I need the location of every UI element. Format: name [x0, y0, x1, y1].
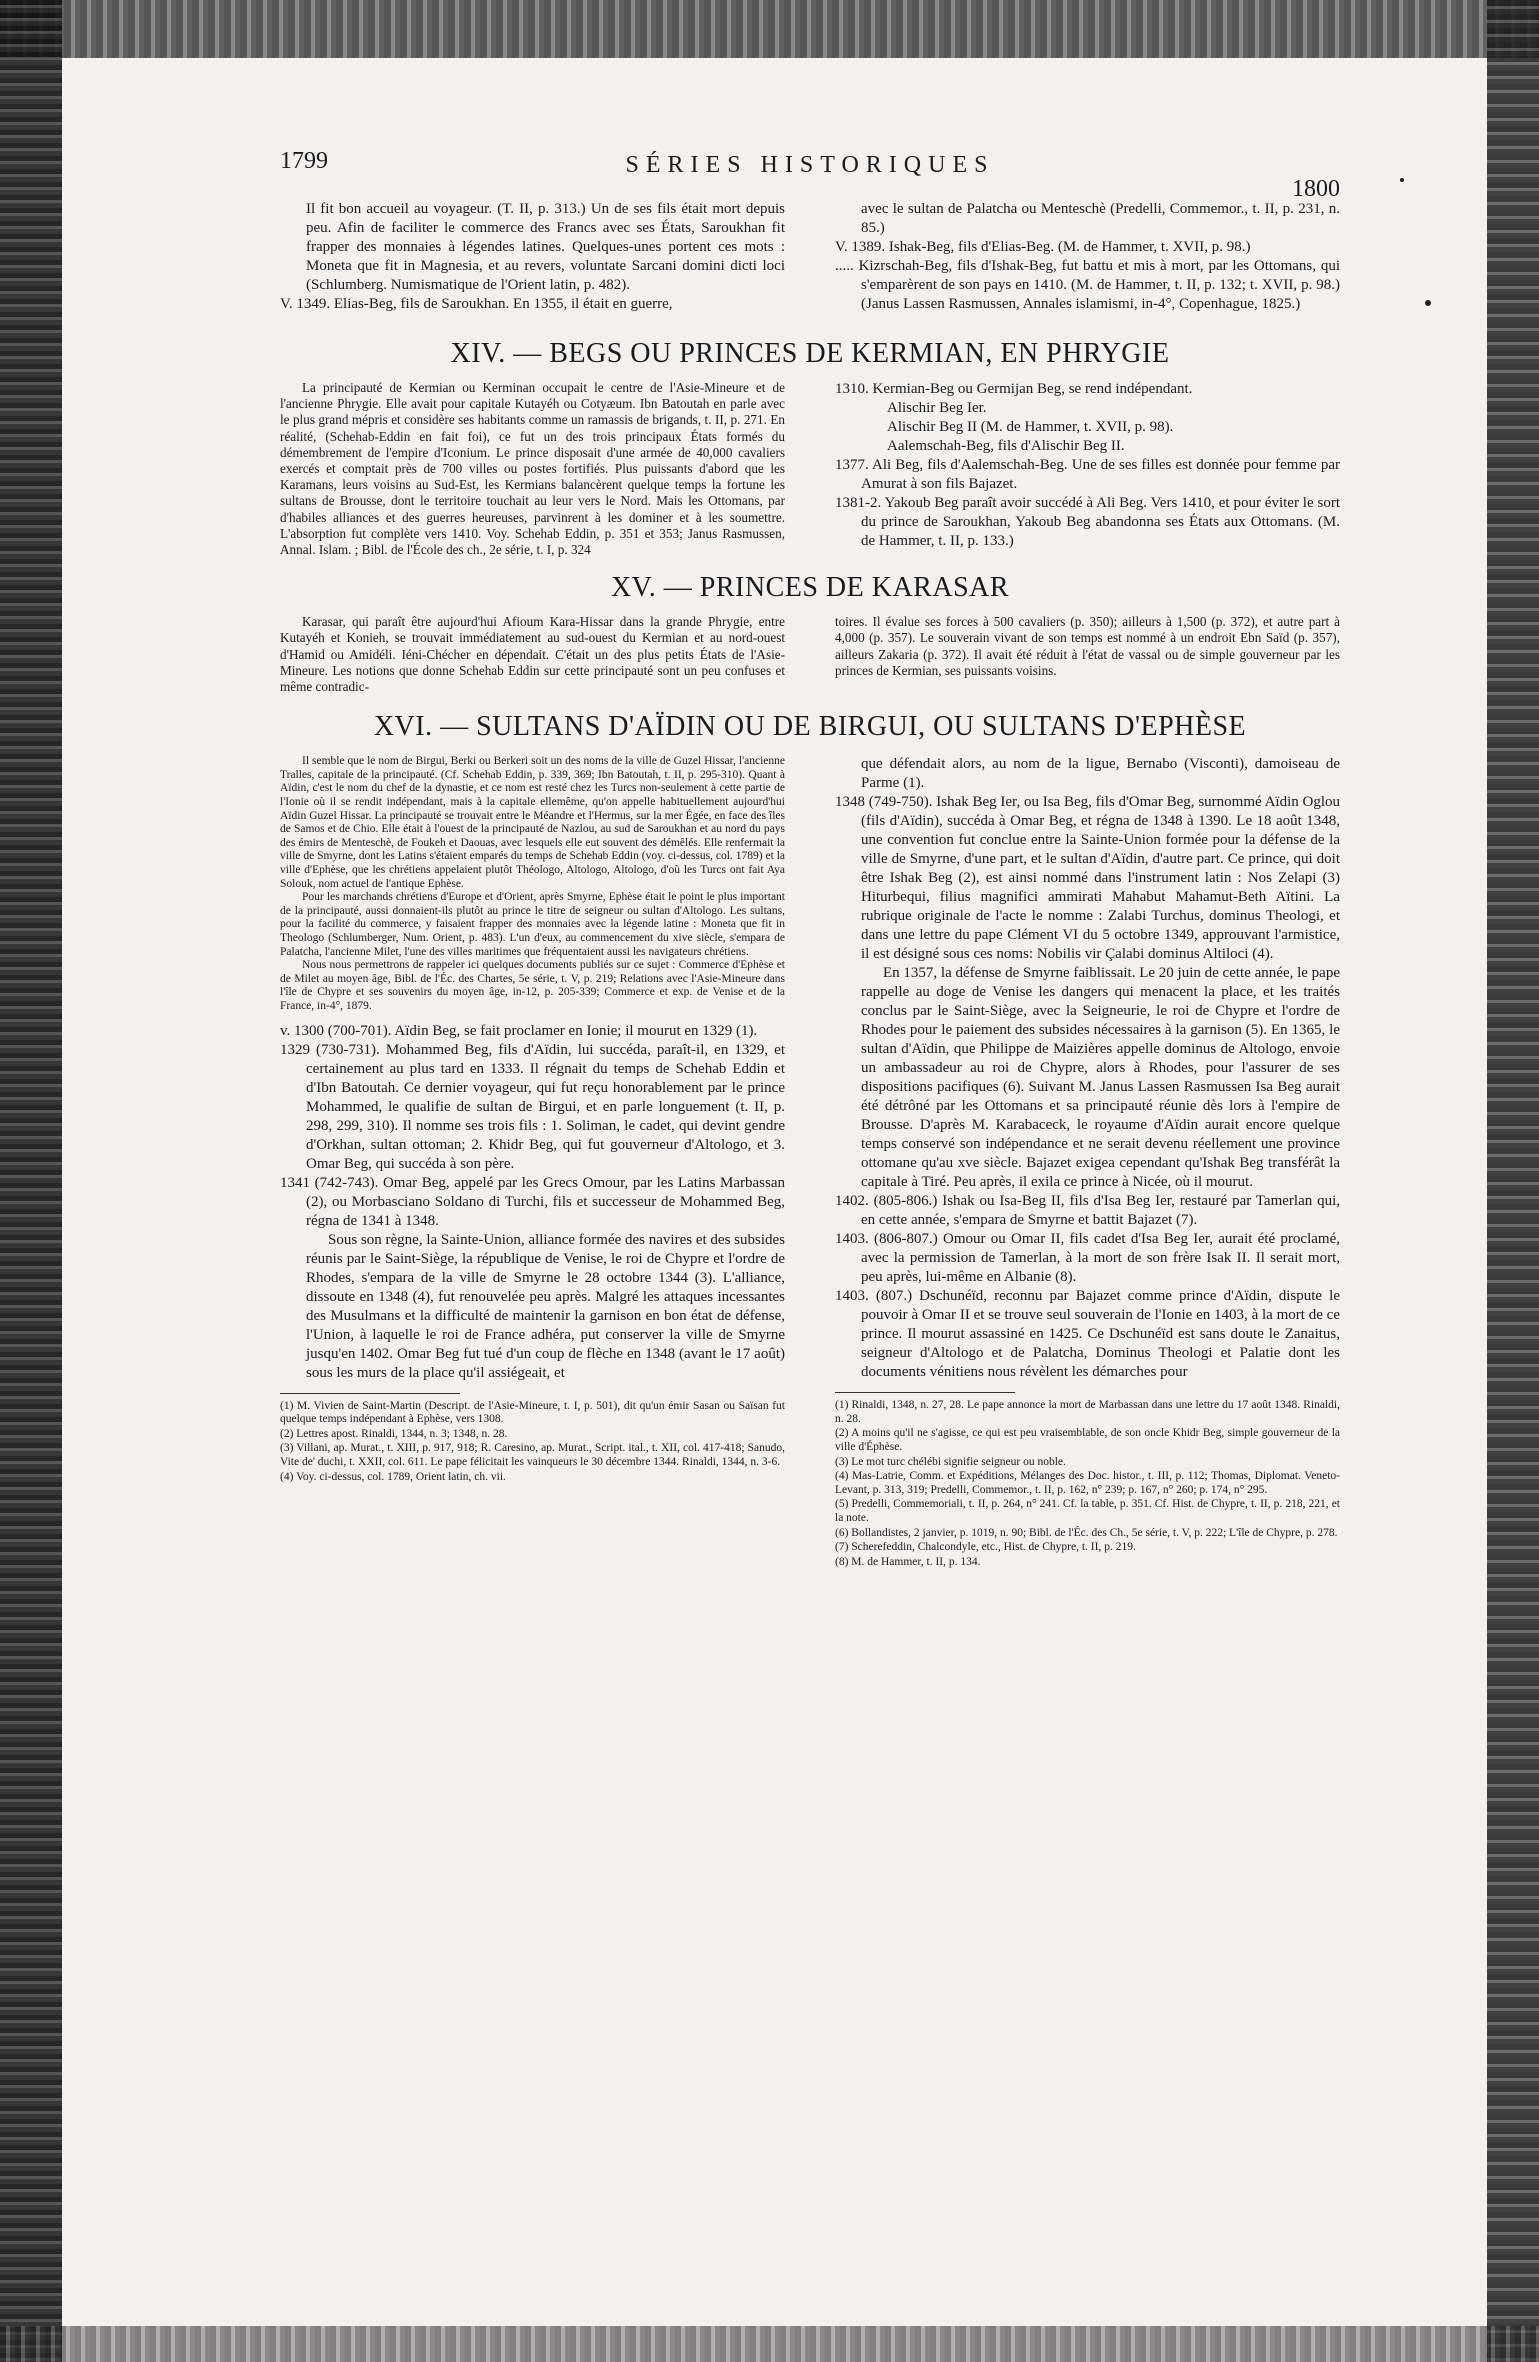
entry: 1403. (806-807.) Omour ou Omar II, fils cadet d'Isa Beg Ier, aurait été proclamé, avec la permission de Tamerlan, à la mort de son frère Isak II. Il serait mort, peu après, lui-même en Albanie (8).: [835, 1231, 1340, 1286]
spacer: [280, 1014, 785, 1022]
footnote: (3) Le mot turc chélébi signifie seigneur ou noble.: [835, 1455, 1066, 1468]
entry: v. 1300 (700-701). Aïdin Beg, se fait proclamer en Ionie; il mourut en 1329 (1).: [280, 1022, 758, 1039]
section-xiv-right: [835, 380, 1340, 558]
entry: Sous son règne, la Sainte-Union, alliance formée des navires et des subsides réunis par le Saint-Siège, la république de Venise, le roi de Chypre et l'ordre de Rhodes, s'empara de la ville de Smyrne le 28 octobre 1344 (3). L'alliance, dissoute en 1348 (4), fut renouvelée peu après. Malgré les attaques incessantes des Musulmans et la difficulté de maintenir la garnison en bon état de défense, l'Union, à laquelle le roi de France adhéra, put conserver la ville de Smyrne jusqu'en 1402. Omar Beg fut tué d'un coup de flèche en 1348 (avant le 17 août) sous les murs de la place qu'il assiégeait, et: [306, 1231, 785, 1381]
footnote: (7) Scherefeddin, Chalcondyle, etc., Hist. de Chypre, t. II, p. 219.: [835, 1541, 1136, 1554]
scan-left-edge: [0, 0, 62, 2362]
entry: 1402. (805-806.) Ishak ou Isa-Beg II, fils d'Isa Beg Ier, restauré par Tamerlan qui, en cette année, s'empara de Smyrne et battit Bajazet (7).: [835, 1193, 1340, 1229]
document-page: [280, 140, 1340, 2180]
entry: que défendait alors, au nom de la ligue, Bernabo (Visconti), damoiseau de Parme (1).: [861, 756, 1340, 792]
paragraph: Karasar, qui paraît être aujourd'hui Afioum Kara-Hissar dans la grande Phrygie, entre Kutayéh et Konieh, se trouvait immédiatement au sud-ouest du Kermian et au nord-ouest d'Hamid ou Amidéli. Iéni-Chécher en dépendait. C'était un des plus petits États de l'Asie-Mineure. Les notions que donne Schehab Eddin sur cette principauté sont un peu confuses et même contradic-: [280, 614, 785, 695]
paragraph: Nous nous permettrons de rappeler ici quelques documents publiés sur ce sujet : Commerce d'Ephèse et de Milet au moyen âge, Bibl. de l'Éc. des Chartes, 5e série, t. V, p. 219; Relations avec l'Asie-Mineure dans l'île de Chypre et ses souvenirs du moyen âge, in-12, p. 205-339; Commerce et exp. de Venise et de la France, in-4°, 1879.: [280, 959, 785, 1012]
footnote: (3) Villani, ap. Murat., t. XIII, p. 917, 918; R. Caresino, ap. Murat., Script. ital., t. XII, col. 417-418; Sanudo, Vite de' duchi, t. XXII, col. 611. Le pape félicitait les vainqueurs le 30 décembre 1344. Rinaldi, 1344, n. 3-6.: [280, 1442, 785, 1468]
footnote: (4) Voy. ci-dessus, col. 1789, Orient latin, ch. vii.: [280, 1470, 506, 1483]
section-title-xvi: XVI. — SULTANS D'AÏDIN OU DE BIRGUI, OU SULTANS D'EPHÈSE: [373, 711, 1247, 743]
footnote: (2) A moins qu'il ne s'agisse, ce qui est peu vraisemblable, de son oncle Khidr Beg, simple gouverneur de la ville d'Éphèse.: [835, 1427, 1340, 1454]
top-left-column: [280, 200, 785, 314]
top-right-column: [835, 200, 1340, 314]
entry: V. 1389. Ishak-Beg, fils d'Elias-Beg. (M. de Hammer, t. XVII, p. 98.): [835, 239, 1251, 255]
section-xiv-body: [280, 380, 1340, 558]
section-xiv-left: [280, 380, 785, 558]
scan-bottom-edge: [0, 2326, 1539, 2362]
section-xvi-right: [835, 755, 1340, 1570]
footnotes-left: [280, 1400, 785, 1485]
top-continuation: [280, 200, 1340, 314]
entry: 1341 (742-743). Omar Beg, appelé par les Grecs Omour, par les Latins Marbassan (2), ou Morbasciano Soldano di Turchi, fils et successeur de Mohammed Beg, régna de 1341 à 1348.: [280, 1174, 785, 1229]
footnote-rule: [835, 1392, 1015, 1393]
section-xv-body: [280, 614, 1340, 695]
entry: Aalemschah-Beg, fils d'Alischir Beg II.: [887, 438, 1125, 454]
paragraph: Il fit bon accueil au voyageur. (T. II, p. 313.) Un de ses fils était mort depuis peu. Afin de faciliter le commerce des Francs avec ses États, Saroukhan fit frapper des monnaies à légendes latines. Quelques-unes portent ces mots : Moneta que fit in Magnesia, et au revers, voluntate Sarcani domini dicti loci (Schlumberg. Numismatique de l'Orient latin, p. 482).: [306, 201, 785, 293]
footnote: (6) Bollandistes, 2 janvier, p. 1019, n. 90; Bibl. de l'Éc. des Ch., 5e série, t. V, p. 222; L'île de Chypre, p. 278.: [835, 1526, 1338, 1539]
entry: 1348 (749-750). Ishak Beg Ier, ou Isa Beg, fils d'Omar Beg, surnommé Aïdin Oglou (fils d'Aïdin), succéda à Omar Beg, et régna de 1348 à 1390. Le 18 août 1348, une convention fut conclue entre la Sainte-Union formée pour la défense de la ville de Smyrne, d'une part, et le sultan d'Aïdin, d'autre part. Ce prince, qui doit être Ishak Beg (2), est ainsi nommé dans l'instrument latin : Nos Zelapi (3) Hiturbequi, filius magnifici ammirati Mahabut Mahamut-Beth Aïtini. La rubrique originale de l'acte le nomme : Zalabi Turchus, dominus Theologi, et dans une lettre du pape Clément VI du 5 octobre 1349, approuvant l'armistice, il est désigné sous ces noms: Nobilis vir Çalabi dominus Altiloci (4).: [835, 794, 1340, 963]
footnote: (5) Predelli, Commemoriali, t. II, p. 264, n° 241. Cf. la table, p. 351. Cf. Hist. de Chypre, t. II, p. 218, 221, et la note.: [835, 1498, 1340, 1524]
running-head: [280, 140, 1340, 202]
entry: Alischir Beg II (M. de Hammer, t. XVII, p. 98).: [887, 419, 1174, 435]
footnote-rule: [280, 1393, 460, 1394]
footnote: (8) M. de Hammer, t. II, p. 134.: [835, 1555, 981, 1568]
paragraph: Pour les marchands chrétiens d'Europe et d'Orient, après Smyrne, Ephèse était le point le plus important de la principauté, aussi donnaient-ils plutôt au prince le titre de seigneur ou sultan d'Altologo. Les sultans, pour la facilité du commerce, y faisaient frapper des monnaies avec la légende latine : Moneta que fit in Theologo (Schlumberger, Num. Orient, p. 483). L'un d'eux, au commencement du xive siècle, s'empara de Palatcha, l'ancienne Milet, l'une des villes maritimes que fréquentaient aussi les navigateurs chrétiens.: [280, 891, 785, 958]
section-xv-left: [280, 614, 785, 695]
entry: 1329 (730-731). Mohammed Beg, fils d'Aïdin, lui succéda, paraît-il, en 1329, et certainement au plus tard en 1333. Il régnait du temps de Schehab Eddin et d'Ibn Batoutah. Ce dernier voyageur, qui fut reçu honorablement par le prince Mohammed, le qualifie de sultan de Birgui, et en parle longuement (t. II, p. 298, 299, 310). Il nomme ses trois fils : 1. Soliman, le cadet, qui devint gendre d'Orkhan, sultan ottoman; 2. Khidr Beg, qui fut gouverneur d'Altologo, et 3. Omar Beg, qui succéda à son père.: [280, 1041, 785, 1172]
entry: avec le sultan de Palatcha ou Menteschè (Predelli, Commemor., t. II, p. 231, n. 85.): [861, 201, 1340, 236]
ink-speck: [1400, 178, 1404, 182]
entry: Alischir Beg Ier.: [887, 400, 987, 416]
section-xvi-body: [280, 755, 1340, 1570]
running-title: SÉRIES HISTORIQUES: [625, 152, 995, 178]
entry: 1310. Kermian-Beg ou Germijan Beg, se rend indépendant.: [835, 381, 1193, 397]
page-number-right: 1800: [1292, 176, 1340, 202]
entry: 1377. Ali Beg, fils d'Aalemschah-Beg. Une de ses filles est donnée pour femme par Amurat à son fils Bajazet.: [835, 457, 1340, 492]
footnote: (1) M. Vivien de Saint-Martin (Descript. de l'Asie-Mineure, t. I, p. 501), dit qu'un émir Sasan ou Saïsan fut quelque temps indépendant à Ephèse, vers 1308.: [280, 1399, 785, 1426]
scan-right-edge: [1487, 0, 1539, 2362]
ink-speck: [1425, 300, 1431, 306]
entry: ..... Kizrschah-Beg, fils d'Ishak-Beg, fut battu et mis à mort, par les Ottomans, qui s'emparèrent de son pays en 1410. (M. de Hammer, t. II, p. 132; t. XVII, p. 98.) (Janus Lassen Rasmussen, Annales islamismi, in-4°, Copenhague, 1825.): [835, 258, 1340, 312]
entry: 1403. (807.) Dschunéïd, reconnu par Bajazet comme prince d'Aïdin, dispute le pouvoir à Omar II et se trouve seul souverain de l'Ionie en 1403, à la mort de ce prince. Il mourut assassiné en 1425. Ce Dschunéïd est sans doute le Zanaitus, seigneur d'Altologo et de Palatcha, Dominus Theologi et Palatie dont les documents vénitiens nous révèlent les démarches pour: [835, 1288, 1340, 1381]
scan-top-edge: [0, 0, 1539, 58]
footnotes-right: [835, 1399, 1340, 1569]
section-title-xiv: XIV. — BEGS OU PRINCES DE KERMIAN, EN PHRYGIE: [450, 338, 1170, 369]
paragraph: La principauté de Kermian ou Kerminan occupait le centre de l'Asie-Mineure et de l'ancienne Phrygie. Elle avait pour capitale Kutayéh ou Cotyæum. Ibn Batoutah en parle avec le plus grand mépris et considère ses habitants comme un ramassis de brigands, t. II, p. 271. En réalité, (Schehab-Eddin en fait foi), ce fut un des trois principaux États formés du démembrement de l'empire d'Iconium. Le prince disposait d'une armée de 40,000 cavaliers exercés et comptait près de 700 villes ou postes fortifiés. Plus puissants d'abord que les Karamans, leurs voisins au Sud-Est, les Kermians balancèrent quelque temps la fortune les sultans de Brousse, dont le territoire touchait au leur vers le Nord. Mais les Ottomans, par d'habiles alliances et des guerres heureuses, parvinrent à les dominer et à les soumettre. L'absorption fut complète vers 1410. Voy. Schehab Eddin, p. 351 et 353; Janus Rasmussen, Annal. Islam. ; Bibl. de l'École des ch., 2e série, t. I, p. 324: [280, 380, 785, 558]
section-xv-right: [835, 614, 1340, 695]
page-number-left: 1799: [280, 148, 328, 174]
paragraph: toires. Il évalue ses forces à 500 cavaliers (p. 350); ailleurs à 1,500 (p. 372), et autre part à 4,000 (p. 357). Le souverain vivant de son temps est nommé à un endroit Ebn Saïd (p. 357), ailleurs Zakaria (p. 372). Il avait été réduit à l'état de vassal ou de simple gouverneur par les princes de Kermian, ses puissants voisins.: [835, 614, 1340, 678]
footnote: (2) Lettres apost. Rinaldi, 1344, n. 3; 1348, n. 28.: [280, 1427, 508, 1440]
entry: V. 1349. Elias-Beg, fils de Saroukhan. En 1355, il était en guerre,: [280, 296, 673, 312]
entry: En 1357, la défense de Smyrne faiblissait. Le 20 juin de cette année, le pape rappelle au doge de Venise les dangers qui menacent la place, et les traités conclus par le Saint-Siège, avec la Seigneurie, le roi de Chypre et l'ordre de Rhodes pour le paiement des subsides nécessaires à la garnison (5). En 1365, le sultan d'Aïdin, que Philippe de Maizières appelle dominus de Altologo, envoie un ambassadeur au roi de Chypre, alors à Rhodes, pour l'assurer de ses dispositions pacifiques (6). Suivant M. Janus Lassen Rasmussen Isa Beg aurait été détrôné par les Ottomans et sa principauté réunie dès lors à l'empire de Brousse. D'après M. Karabaceck, le royaume d'Aïdin aurait encore quelque temps conservé son indépendance et ne serait devenu réellement une province ottomane qu'au xve siècle. Bajazet exigea cependant qu'Ishak Beg transférât la capitale à Tiré. Peu après, il exila ce prince à Nicée, où il mourut.: [861, 965, 1340, 1191]
section-xvi-left: [280, 755, 785, 1570]
section-title-xv: XV. — PRINCES DE KARASAR: [610, 572, 1010, 604]
entry: 1381-2. Yakoub Beg paraît avoir succédé à Ali Beg. Vers 1410, et pour éviter le sort du prince de Saroukhan, Yakoub Beg abandonna ses États aux Ottomans. (M. de Hammer, t. II, p. 133.): [835, 495, 1340, 549]
footnote: (4) Mas-Latrie, Comm. et Expéditions, Mélanges des Doc. histor., t. III, p. 112; Thomas, Diplomat. Veneto-Levant, p. 313, 319; Predelli, Commemor., t. II, p. 162, n° 239; p. 167, n° 260; p. 174, n° 295.: [835, 1470, 1340, 1496]
footnote: (1) Rinaldi, 1348, n. 27, 28. Le pape annonce la mort de Marbassan dans une lettre du 17 août 1348. Rinaldi, n. 28.: [835, 1399, 1340, 1425]
paragraph: Il semble que le nom de Birgui, Berki ou Berkeri soit un des noms de la ville de Guzel Hissar, l'ancienne Tralles, capitale de la principauté. (Cf. Schehab Eddin, p. 339, 369; Ibn Batoutah, t. II, p. 295-310). Quant à Aïdin, c'est le nom du chef de la dynastie, et ce nom est resté chez les Turcs non-seulement à cette partie de l'Ionie où il se rendit indépendant, mais à la capitale ellemême, qu'on appelle habituellement aujourd'hui Aïdin Guzel Hissar. La principauté se trouvait entre le Méandre et l'Hermus, sur la mer Égée, en face des îles de Samos et de Chio. Elle était à l'ouest de la principauté de Nazlou, au sud de Saroukhan et au nord du pays des émirs de Menteschè, de Foukeh et Daouas, avec lesquels elle eut souvent des démêlés. Elle renfermait la ville de Smyrne, dont les Latins s'étaient emparés du temps de Schehab Eddin (voy. ci-dessus, col. 1789) et la ville d'Ephèse, que les chrétiens appelaient plutôt Théologo, Altologo, Altologo, d'où les Turcs ont fait Aya Solouk, nom actuel de l'antique Ephèse.: [280, 755, 785, 890]
